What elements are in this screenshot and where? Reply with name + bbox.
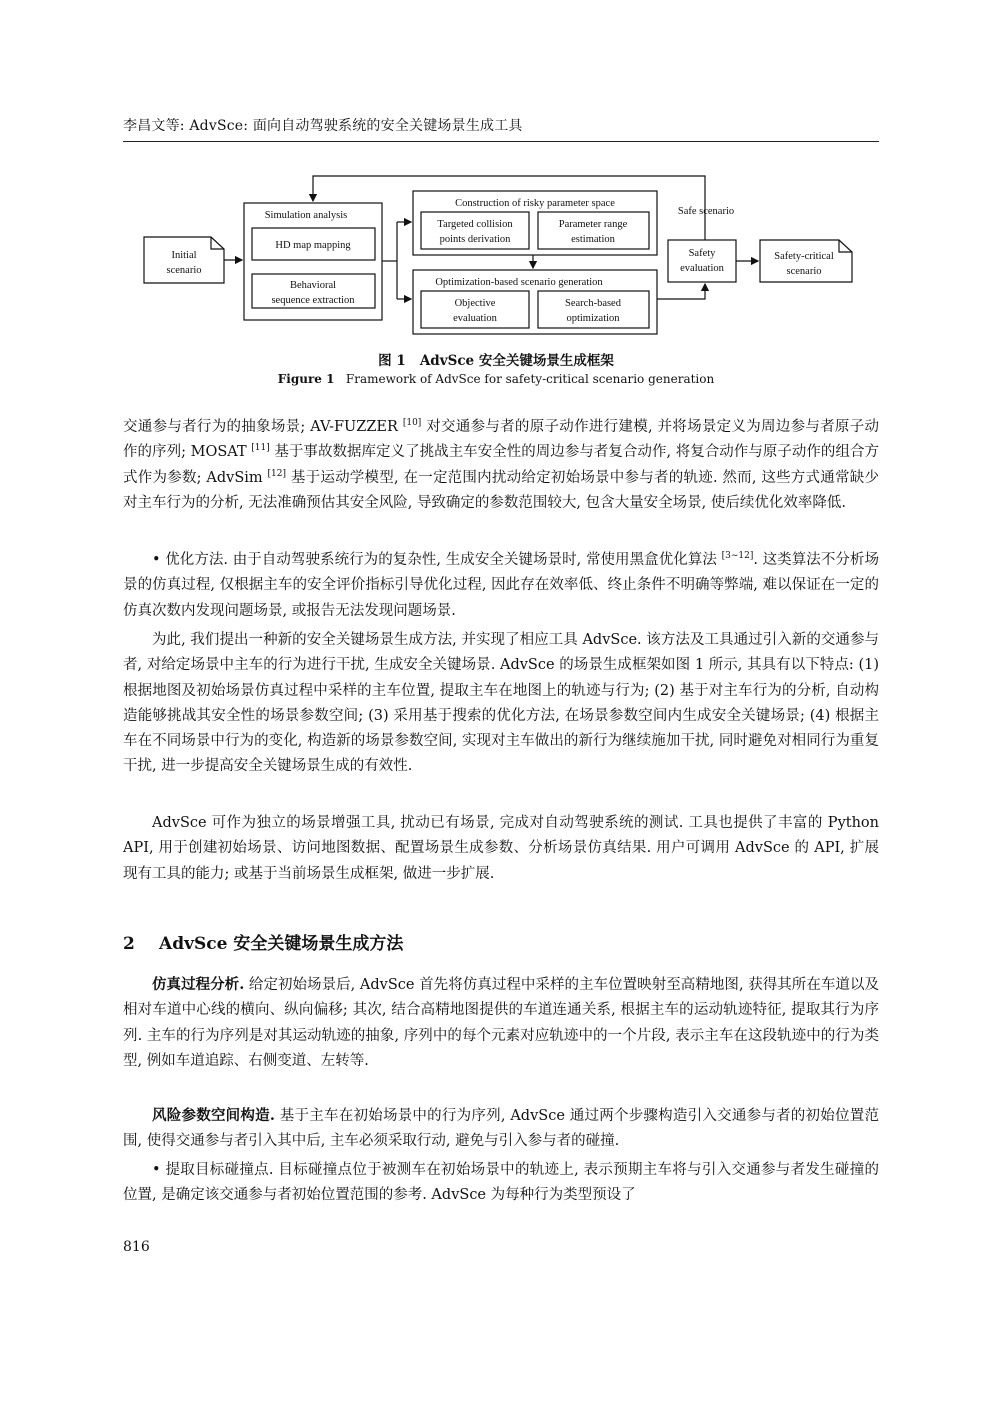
section-title: AdvSce 安全关键场景生成方法 [159, 934, 404, 954]
behavioral-label-2: sequence extraction [271, 295, 355, 306]
safety-label-1: Safety [688, 248, 716, 259]
safety-evaluation-box [668, 240, 736, 282]
figure-caption-label: Figure 1 [277, 372, 335, 386]
citation-10: [10] [402, 418, 422, 429]
paragraph-related-work: 交通参与者行为的抽象场景; AV-FUZZER [10] 对交通参与者的原子动作进行建模, 并将场景定义为周边参与者原子动作的序列; MOSAT [11] 基于事故数据库定义了挑战主车安全性的周边参与者复合动作, 将复合动作与原子动作的组合方式作为参数; AdvSim [12] 基于运动学模型, 在一定范围内扰动给定初始场景中参与者的轨迹. 然而, 这些方式通常缺少对主车行为的分析, 无法准确预估其安全风险, 导致确定的参数范围较大, 包含大量安全场景, 使后续优化效率降低. [123, 418, 880, 511]
citation-12: [12] [267, 468, 287, 479]
param-range-label-1: Parameter range [558, 219, 628, 230]
figure-1-diagram [123, 165, 879, 365]
paragraph-optimization: • 优化方法. 由于自动驾驶系统行为的复杂性, 生成安全关键场景时, 常使用黑盒优化算法 [3∼12]. 这类算法不分析场景的仿真过程, 仅根据主车的安全评价指标引导优化过程, 因此存在效率低、终止条件不明确等弊端, 难以保证在一定的仿真次数内发现问题场景, 或报告无法发现问题场景. [123, 551, 879, 619]
optimization-title: Optimization-based scenario generation [435, 277, 603, 288]
hd-map-label: HD map mapping [275, 240, 351, 251]
runin-simulation: 仿真过程分析. [152, 976, 245, 993]
safety-critical-label-1: Safety-critical [774, 251, 834, 262]
paragraph-risk-space: 风险参数空间构造. 基于主车在初始场景中的行为序列, AdvSce 通过两个步骤构造引入交通参与者的初始位置范围, 使得交通参与者引入其中后, 主车必须采取行动, 避免与引入参与者的碰撞. [123, 1107, 879, 1150]
runin-risk: 风险参数空间构造. [152, 1107, 275, 1124]
objective-label-2: evaluation [453, 313, 497, 324]
param-range-label-2: estimation [571, 234, 615, 245]
figure-caption-en [0, 372, 992, 386]
targeted-label-2: points derivation [439, 234, 511, 245]
page-number: 816 [123, 1239, 150, 1255]
section-heading [123, 929, 403, 954]
figure-caption-zh: 图 1 AdvSce 安全关键场景生成框架 [378, 353, 614, 369]
citation-3-12: [3∼12] [721, 551, 754, 562]
safety-critical-label-2: scenario [786, 266, 822, 277]
search-label-2: optimization [566, 313, 620, 324]
paragraph-tool: AdvSce 可作为独立的场景增强工具, 扰动已有场景, 完成对自动驾驶系统的测试. 工具也提供了丰富的 Python API, 用于创建初始场景、访问地图数据、配置场景生成参数、分析场景仿真结果. 用户可调用 AdvSce 的 API, 扩展现有工具的能力; 或基于当前场景生成框架, 做进一步扩展. [123, 815, 879, 882]
simulation-analysis-title: Simulation analysis [264, 210, 348, 221]
citation-11: [11] [251, 443, 270, 454]
objective-label-1: Objective [454, 298, 496, 309]
construction-title: Construction of risky parameter space [455, 198, 615, 209]
initial-label-2: scenario [166, 265, 202, 276]
figure-caption-text: Framework of AdvSce for safety-critical scenario generation [345, 372, 715, 386]
section-number: 2 [123, 934, 135, 954]
search-label-1: Search-based [565, 298, 621, 309]
initial-label-1: Initial [171, 250, 197, 261]
safety-label-2: evaluation [680, 263, 724, 274]
safe-scenario-label: Safe scenario [677, 206, 735, 217]
paragraph-collision-points: • 提取目标碰撞点. 目标碰撞点位于被测车在初始场景中的轨迹上, 表示预期主车将与引入交通参与者发生碰撞的位置, 是确定该交通参与者初始位置范围的参考. AdvSce 为每种行为类型预设了 [123, 1162, 879, 1204]
running-head: 李昌文等: AdvSce: 面向自动驾驶系统的安全关键场景生成工具 [123, 118, 523, 134]
targeted-label-1: Targeted collision [437, 219, 513, 230]
behavioral-label-1: Behavioral [289, 280, 337, 291]
header-rule [123, 141, 879, 142]
paragraph-simulation-analysis: 仿真过程分析. 给定初始场景后, AdvSce 首先将仿真过程中采样的主车位置映射至高精地图, 获得其所在车道以及相对车道中心线的横向、纵向偏移; 其次, 结合高精地图提供的车道连通关系, 根据主车的运动轨迹特征, 提取其行为序列. 主车的行为序列是对其运动轨迹的抽象, 序列中的每个元素对应轨迹中的一个片段, 表示主车在这段轨迹中的行为类型, 例如车道追踪、右侧变道、左转等. [123, 976, 879, 1069]
paragraph-approach: 为此, 我们提出一种新的安全关键场景生成方法, 并实现了相应工具 AdvSce. 该方法及工具通过引入新的交通参与者, 对给定场景中主车的行为进行干扰, 生成安全关键场景. AdvSce 的场景生成框架如图 1 所示, 其具有以下特点: (1) 根据地图及初始场景仿真过程中采样的主车位置, 提取主车在地图上的轨迹与行为; (2) 基于对主车行为的分析, 自动构造能够挑战其安全性的场景参数空间; (3) 采用基于搜索的优化方法, 在场景参数空间内生成安全关键场景; (4) 根据主车在不同场景中行为的变化, 构造新的场景参数空间, 实现对主车做出的新行为继续施加干扰, 同时避免对相同行为重复干扰, 进一步提高安全关键场景生成的有效性. [123, 632, 879, 775]
